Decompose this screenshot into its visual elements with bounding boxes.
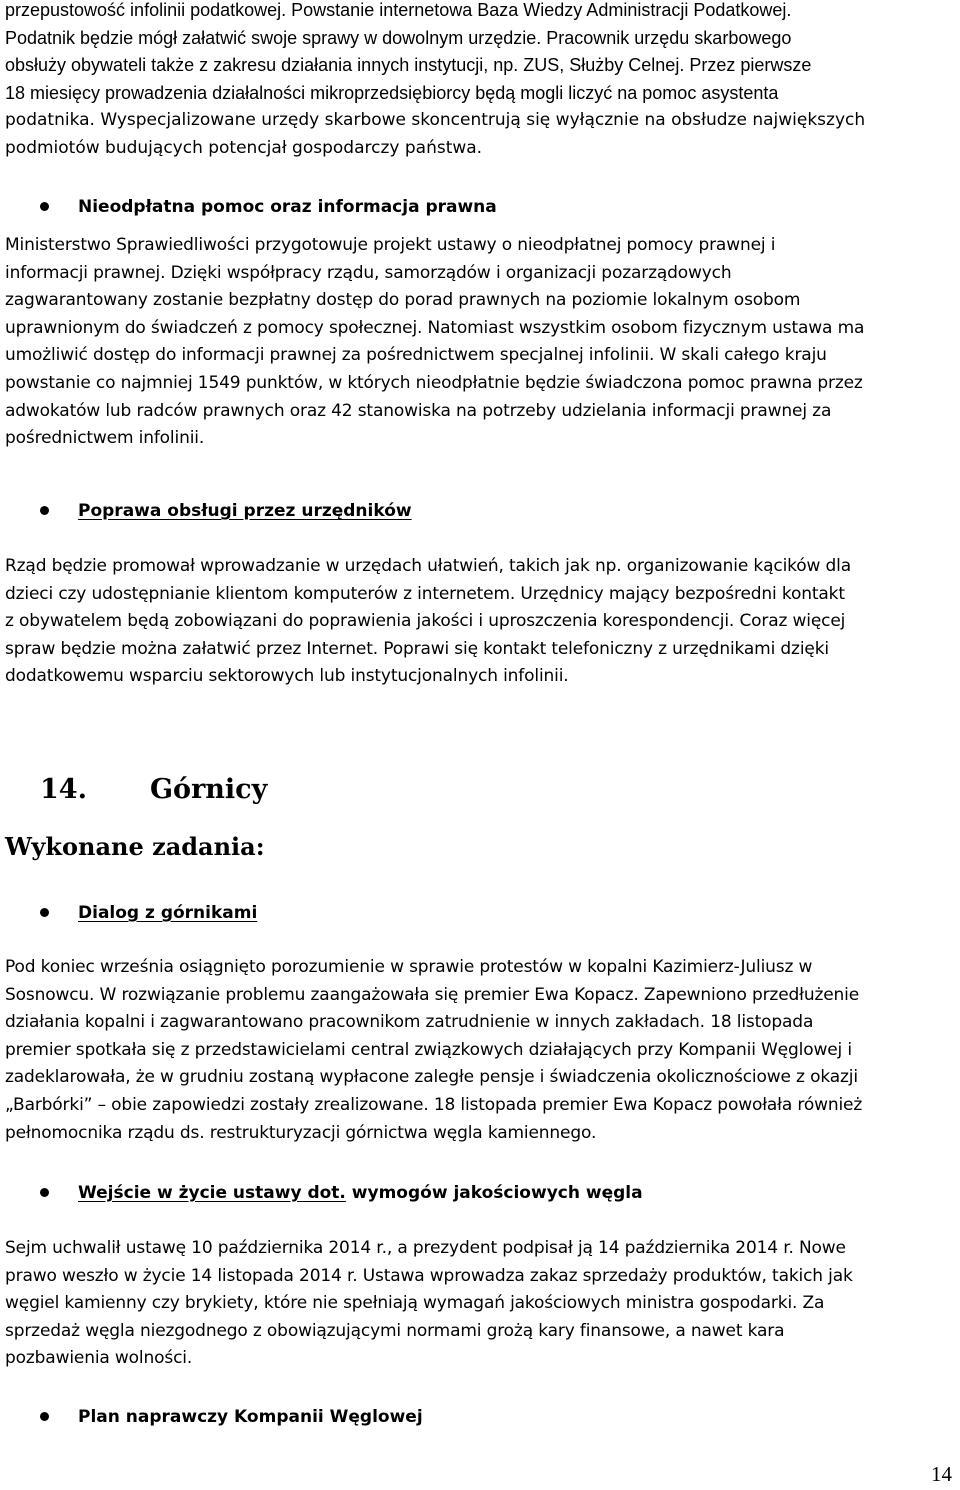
text-line: dodatkowemu wsparciu sektorowych lub instytucjonalnych infolinii. (5, 666, 569, 687)
text-line: pośrednictwem infolinii. (5, 428, 205, 449)
coal-quality-act-paragraph (5, 1235, 957, 1373)
text-line: prawo weszło w życie 14 listopada 2014 r. Ustawa wprowadza zakaz sprzedaży produktów, takich jak (5, 1265, 853, 1286)
bullet-icon (40, 908, 49, 917)
bullet-heading-underlined: Wejście w życie ustawy dot. (78, 1183, 346, 1203)
text-line: Ministerstwo Sprawiedliwości przygotowuje projekt ustawy o nieodpłatnej pomocy prawnej i (5, 235, 776, 255)
bullet-heading-coal-quality-act (0, 1179, 960, 1207)
text-line: węgiel kamienny czy brykiety, które nie spełniają wymagań jakościowych ministra gospodarki. Za (5, 1293, 825, 1314)
text-line: uprawnionym do świadczeń z pomocy społecznej. Natomiast wszystkim osobom fizycznym ustawa ma (5, 317, 865, 338)
text-line: dzieci czy udostępnianie klientom komputerów z internetem. Urzędnicy mający bezpośredni kontakt (5, 583, 845, 604)
legal-aid-paragraph (5, 232, 957, 453)
section-subheading: Wykonane zadania: (5, 832, 265, 861)
intro-paragraph (5, 0, 957, 163)
text-line: Rząd będzie promował wprowadzanie w urzędach ułatwień, takich jak np. organizowanie kącików dla (5, 556, 851, 576)
bullet-heading-text: Plan naprawczy Kompanii Węglowej (78, 1407, 423, 1427)
officials-service-paragraph (5, 553, 957, 691)
bullet-heading-text: Dialog z górnikami (78, 903, 258, 923)
text-line: spraw będzie można załatwić przez Internet. Poprawi się kontakt telefoniczny z urzędnikami dzięki (5, 638, 829, 659)
section-number: 14. (40, 774, 87, 805)
bullet-heading-miners-dialogue (0, 899, 960, 927)
text-line: adwokatów lub radców prawnych oraz 42 stanowiska na potrzeby udzielania informacji prawnej za (5, 400, 832, 421)
text-line: Sosnowcu. W rozwiązanie problemu zaangażowała się premier Ewa Kopacz. Zapewniono przedłużenie (5, 984, 860, 1005)
miners-dialogue-paragraph (5, 954, 957, 1147)
bullet-heading-text: Poprawa obsługi przez urzędników (78, 501, 412, 521)
text-line: działania kopalni i zagwarantowano pracownikom zatrudnienie w innych zakładach. 18 listopada (5, 1012, 814, 1033)
text-line: pozbawienia wolności. (5, 1348, 193, 1369)
bullet-heading-text (78, 1179, 643, 1207)
text-line: powstanie co najmniej 1549 punktów, w których nieodpłatnie będzie świadczona pomoc prawna przez (5, 372, 863, 393)
text-line: pełnomocnika rządu ds. restrukturyzacji górnictwa węgla kamiennego. (5, 1122, 597, 1143)
text-line: umożliwić dostęp do informacji prawnej za pośrednictwem specjalnej infolinii. W skali całego kraju (5, 345, 827, 366)
page-number: 14 (931, 1462, 952, 1486)
bullet-heading-rest: wymogów jakościowych węgla (345, 1183, 643, 1203)
bullet-heading-repair-plan (0, 1403, 960, 1431)
text-line: podatnika. Wyspecjalizowane urzędy skarbowe skoncentrują się wyłącznie na obsłudze największych (5, 110, 866, 131)
text-line: „Barbórki” – obie zapowiedzi zostały zrealizowane. 18 listopada premier Ewa Kopacz powołała również (5, 1094, 863, 1115)
text-line: 18 miesięcy prowadzenia działalności mikroprzedsiębiorcy będą mogli liczyć na pomoc asystenta (5, 82, 779, 103)
bullet-heading-text: Nieodpłatna pomoc oraz informacja prawna (78, 197, 497, 217)
text-line: podmiotów budujących potencjał gospodarczy państwa. (5, 137, 483, 158)
text-line: przepustowość infolinii podatkowej. Powstanie internetowa Baza Wiedzy Administracji Podatkowej. (5, 0, 792, 20)
section-title: Górnicy (150, 774, 268, 805)
bullet-icon (40, 1188, 49, 1197)
bullet-icon (40, 1412, 49, 1421)
text-line: informacji prawnej. Dzięki współpracy rządu, samorządów i organizacji pozarządowych (5, 262, 732, 283)
bullet-icon (40, 506, 49, 515)
bullet-icon (40, 202, 49, 211)
text-line: sprzedaż węgla niezgodnego z obowiązującymi normami grożą kary finansowe, a nawet kara (5, 1320, 785, 1341)
bullet-heading-officials-service (0, 497, 960, 525)
text-line: z obywatelem będą zobowiązani do poprawienia jakości i uproszczenia korespondencji. Coraz więcej (5, 611, 846, 632)
bullet-heading-legal-aid (0, 193, 960, 221)
text-line: obsłuży obywateli także z zakresu działania innych instytucji, np. ZUS, Służby Celnej. Przez pierwsze (5, 55, 812, 76)
text-line: zadeklarowała, że w grudniu zostaną wypłacone zaległe pensje i świadczenia okolicznościowe z okazji (5, 1067, 858, 1088)
text-line: Podatnik będzie mógł załatwić swoje sprawy w dowolnym urzędzie. Pracownik urzędu skarbowego (5, 27, 792, 48)
text-line: premier spotkała się z przedstawicielami central związkowych działających przy Kompanii Węglowej i (5, 1039, 852, 1060)
text-line: Sejm uchwalił ustawę 10 października 2014 r., a prezydent podpisał ją 14 października 2014 r. Nowe (5, 1238, 846, 1258)
text-line: zagwarantowany zostanie bezpłatny dostęp do porad prawnych na poziomie lokalnym osobom (5, 290, 801, 311)
text-line: Pod koniec września osiągnięto porozumienie w sprawie protestów w kopalni Kazimierz-Juliusz w (5, 957, 813, 977)
